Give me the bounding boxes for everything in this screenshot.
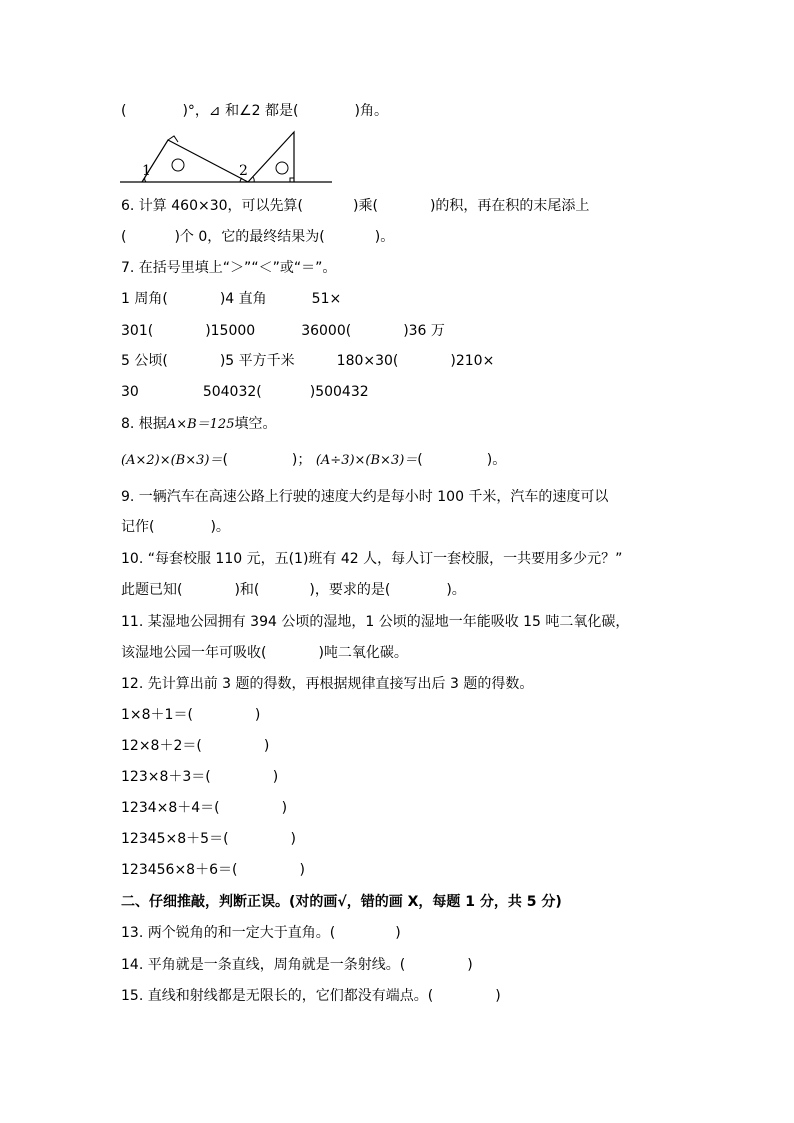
q8-line2: (A×2)×(B×3)＝( )； (A÷3)×(B×3)＝( )。 xyxy=(121,452,507,468)
q11-line1: 11. 某湿地公园拥有 394 公顷的湿地，1 公顷的湿地一年能吸收 15 吨二氧化碳， xyxy=(121,614,630,630)
q12-item-4: 1234×8＋4＝( ) xyxy=(121,800,288,816)
q10-line1: 10. “每套校服 110 元，五(1)班有 42 人，每人订一套校服，一共要用多少元？” xyxy=(121,551,623,567)
q12-item-5: 12345×8＋5＝( ) xyxy=(121,831,297,847)
q6-line1: 6. 计算 460×30，可以先算( )乘( )的积，再在积的末尾添上 xyxy=(121,198,590,214)
q12-title: 12. 先计算出前 3 题的得数，再根据规律直接写出后 3 题的得数。 xyxy=(121,676,534,692)
angle-label-1: 1 xyxy=(142,163,151,179)
q8-expr1: (A×2)×(B×3)＝ xyxy=(121,453,223,468)
q5-tail: ( )°，⊿ 和∠2 都是( )角。 xyxy=(121,103,388,119)
q15: 15. 直线和射线都是无限长的，它们都没有端点。( ) xyxy=(121,988,501,1004)
q8-expr2: (A÷3)×(B×3)＝ xyxy=(315,453,418,468)
q7-line4: 30 504032( )500432 xyxy=(121,384,369,400)
q12-item-6: 123456×8＋6＝( ) xyxy=(121,862,305,878)
q12-item-2: 12×8＋2＝( ) xyxy=(121,738,270,754)
q13: 13. 两个锐角的和一定大于直角。( ) xyxy=(121,925,401,941)
q7-line2: 301( )15000 36000( )36 万 xyxy=(121,323,445,339)
q7-title: 7. 在括号里填上“＞”“＜”或“＝”。 xyxy=(121,260,337,276)
q7-line1: 1 周角( )4 直角 51× xyxy=(121,291,342,307)
q11-line2: 该湿地公园一年可吸收( )吨二氧化碳。 xyxy=(121,645,408,661)
q10-line2: 此题已知( )和( )，要求的是( )。 xyxy=(121,582,466,598)
q8-formula: A×B＝125 xyxy=(166,417,235,432)
q12-item-1: 1×8＋1＝( ) xyxy=(121,707,261,723)
triangle-figure xyxy=(118,128,333,188)
q9-line1: 9. 一辆汽车在高速公路上行驶的速度大约是每小时 100 千米，汽车的速度可以 xyxy=(121,489,609,505)
q9-line2: 记作( )。 xyxy=(121,519,230,535)
q6-line2: ( )个 0，它的最终结果为( )。 xyxy=(121,229,395,245)
q12-item-3: 123×8＋3＝( ) xyxy=(121,769,279,785)
angle-label-2: 2 xyxy=(239,163,248,179)
q8-title: 8. 根据A×B＝125填空。 xyxy=(121,416,277,432)
section-2-title: 二、仔细推敲，判断正误。(对的画√，错的画 X，每题 1 分，共 5 分) xyxy=(121,894,562,910)
q7-line3: 5 公顷( )5 平方千米 180×30( )210× xyxy=(121,353,495,369)
q14: 14. 平角就是一条直线，周角就是一条射线。( ) xyxy=(121,957,473,973)
